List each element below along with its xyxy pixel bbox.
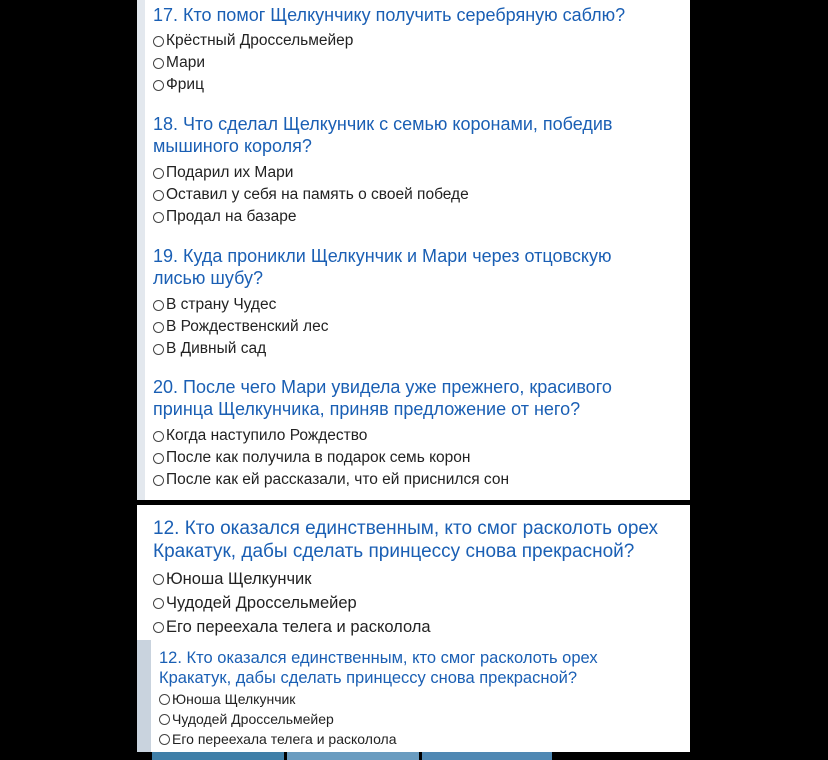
radio-button-icon[interactable] xyxy=(153,300,164,311)
question-12-title: 12. Кто оказался единственным, кто смог расколоть орех xyxy=(153,518,659,539)
question-19-title-line2: лисью шубу? xyxy=(153,268,264,288)
answer-option[interactable] xyxy=(153,31,353,51)
answer-option[interactable] xyxy=(153,569,311,589)
radio-button-icon[interactable] xyxy=(153,622,164,633)
answer-label: Крёстный Дроссельмейер xyxy=(166,32,354,49)
answer-label: Продал на базаре xyxy=(166,208,297,225)
radio-button-icon[interactable] xyxy=(153,453,164,464)
answer-label: Чудодей Дроссельмейер xyxy=(172,711,334,727)
radio-button-icon[interactable] xyxy=(153,475,164,486)
answer-option[interactable] xyxy=(153,470,509,490)
answer-option[interactable] xyxy=(159,730,397,749)
answer-label: После как ей рассказали, что ей приснился сон xyxy=(166,471,509,488)
question-12-title-line2: Кракатук, дабы сделать принцессу снова прекрасной? xyxy=(153,541,635,562)
answer-option[interactable] xyxy=(153,617,431,637)
answer-label: Юноша Щелкунчик xyxy=(166,570,312,588)
answer-label: В Рождественский лес xyxy=(166,318,329,335)
question-18-title: 18. Что сделал Щелкунчик с семью коронами, победив xyxy=(153,114,613,134)
answer-option[interactable] xyxy=(153,317,328,337)
answer-option[interactable] xyxy=(153,75,204,95)
answer-label: Его переехала телега и расколола xyxy=(172,731,397,747)
radio-button-icon[interactable] xyxy=(153,574,164,585)
question-18-title-line2: мышиного короля? xyxy=(153,136,312,156)
question-20-title-line2: принца Щелкунчика, приняв предложение от него? xyxy=(153,399,581,419)
answer-option[interactable] xyxy=(153,295,276,315)
answer-option[interactable] xyxy=(153,426,367,446)
quiz-panel-main xyxy=(137,0,690,500)
radio-button-icon[interactable] xyxy=(159,714,170,725)
question-12-title-small-line2: Кракатук, дабы сделать принцессу снова прекрасной? xyxy=(159,669,578,687)
radio-button-icon[interactable] xyxy=(153,431,164,442)
radio-button-icon[interactable] xyxy=(159,734,170,745)
decorative-image-strip xyxy=(287,752,419,760)
radio-button-icon[interactable] xyxy=(153,344,164,355)
answer-option[interactable] xyxy=(153,339,266,359)
radio-button-icon[interactable] xyxy=(153,168,164,179)
answer-label: В Дивный сад xyxy=(166,340,267,357)
radio-button-icon[interactable] xyxy=(153,212,164,223)
answer-option[interactable] xyxy=(159,710,334,729)
radio-button-icon[interactable] xyxy=(159,694,170,705)
radio-button-icon[interactable] xyxy=(153,80,164,91)
answer-option[interactable] xyxy=(153,207,296,227)
panel-left-strip xyxy=(137,640,151,752)
radio-button-icon[interactable] xyxy=(153,322,164,333)
quiz-panel-repeat-small xyxy=(137,640,690,752)
decorative-image-strip xyxy=(152,752,284,760)
answer-label: В страну Чудес xyxy=(166,296,277,313)
question-20-title: 20. После чего Мари увидела уже прежнего, красивого xyxy=(153,377,612,397)
answer-label: Оставил у себя на память о своей победе xyxy=(166,186,469,203)
answer-option[interactable] xyxy=(153,593,357,613)
question-19-title: 19. Куда проникли Щелкунчик и Мари через отцовскую xyxy=(153,246,612,266)
answer-option[interactable] xyxy=(153,185,469,205)
radio-button-icon[interactable] xyxy=(153,58,164,69)
decorative-image-strip xyxy=(422,752,552,760)
radio-button-icon[interactable] xyxy=(153,598,164,609)
answer-option[interactable] xyxy=(153,53,205,73)
question-17-title: 17. Кто помог Щелкунчику получить серебряную саблю? xyxy=(153,5,626,25)
answer-label: Чудодей Дроссельмейер xyxy=(166,594,357,612)
answer-option[interactable] xyxy=(153,448,470,468)
answer-option[interactable] xyxy=(153,163,293,183)
radio-button-icon[interactable] xyxy=(153,190,164,201)
quiz-panel-repeat xyxy=(137,505,690,640)
answer-label: После как получила в подарок семь корон xyxy=(166,449,471,466)
answer-label: Фриц xyxy=(166,76,204,93)
answer-label: Его переехала телега и расколола xyxy=(166,618,431,636)
answer-label: Мари xyxy=(166,54,205,71)
answer-label: Юноша Щелкунчик xyxy=(172,691,296,707)
radio-button-icon[interactable] xyxy=(153,36,164,47)
answer-option[interactable] xyxy=(159,690,295,709)
answer-label: Когда наступило Рождество xyxy=(166,427,368,444)
question-12-title-small: 12. Кто оказался единственным, кто смог расколоть орех xyxy=(159,649,598,667)
answer-label: Подарил их Мари xyxy=(166,164,294,181)
panel-left-strip xyxy=(137,0,145,500)
